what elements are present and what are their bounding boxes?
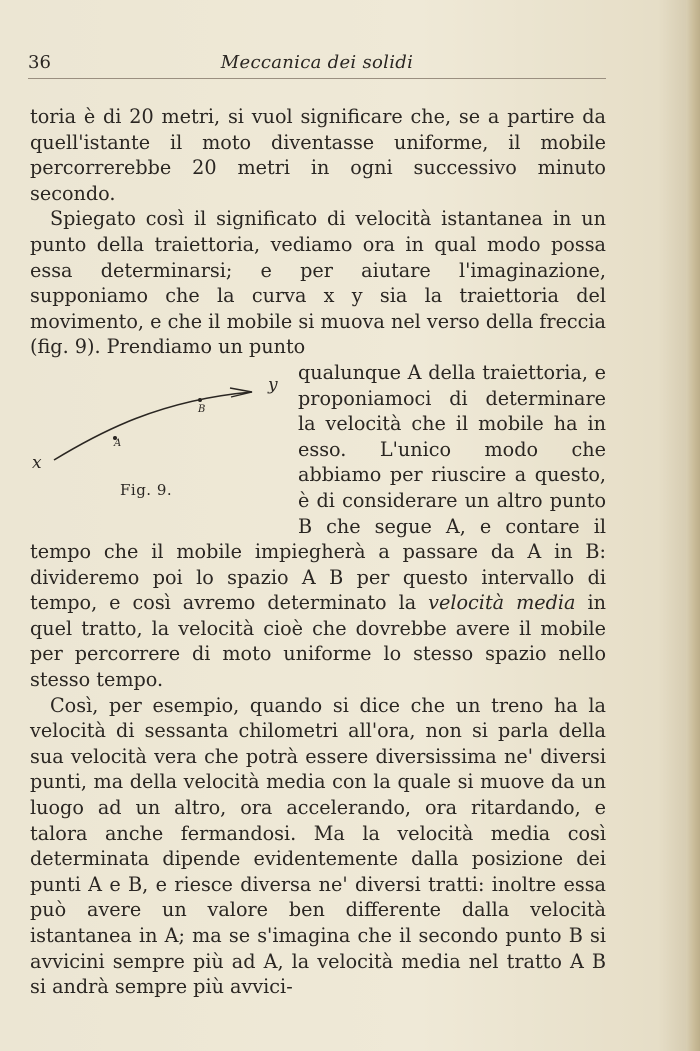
page-header [28, 52, 606, 79]
figure-9 [30, 360, 298, 514]
axis-y-label: y [268, 374, 278, 395]
page-edge [686, 0, 700, 1051]
axis-x-label: x [32, 452, 42, 473]
point-b-label: B [198, 403, 206, 415]
point-b-mark [198, 398, 202, 402]
trajectory-curve [54, 392, 252, 460]
running-title: Meccanica dei solidi [220, 52, 414, 73]
paragraph-1: toria è di 20 metri, si vuol significare che, se a partire da quell'istante il moto diventasse uniforme, il mobile percorrerebbe 20 metri in ogni successivo minuto secondo. [30, 105, 606, 205]
velocita-media-term: velocità media [428, 591, 576, 615]
page-body [30, 104, 606, 1000]
paragraph-2-intro: Spiegato così il significato di velocità istantanea in un punto della traiettoria, vediamo ora in qual modo possa essa determinarsi; e per aiutare l'imaginazione, supponiamo che la curva x y sia la traiettoria del movimento, e che il mobile si muova nel verso della freccia (fig. 9). Prendiamo un punto [30, 207, 606, 359]
paragraph-2-beside-figure: qualunque A della traiettoria, e proponiamoci di determinare la velocità che il mobile ha in esso. L'unico modo che abbiamo per riuscire a questo, è di considerare un altro punto B che segue A, e contare il tempo che il mobile impiegherà a passare da A in B: divideremo poi lo spazio A B per questo intervallo di tempo, e così avremo determinato la [30, 360, 606, 615]
figure-caption: Fig. 9. [120, 480, 173, 499]
point-a-label: A [114, 437, 122, 449]
page-number: 36 [28, 52, 51, 73]
paragraph-2-end: in quel tratto, la velocità cioè che dovrebbe avere il mobile per percorrere di moto uniforme lo stesso spazio nello stesso tempo. [30, 591, 606, 692]
paragraph-3: Così, per esempio, quando si dice che un treno ha la velocità di sessanta chilometri all'ora, non si parla della sua velocità vera che potrà essere diversissima ne' diversi punti, ma della velocità media con la quale si muove da un luogo ad un altro, ora accelerando, ora ritardando, e talora anche fermandosi. Ma la velocità media così determinata dipende evidentemente dalla posizione dei punti A e B, e riesce diversa ne' diversi tratti: inoltre essa può avere un valore ben differente dalla velocità istantanea in A; ma se s'imagina che il secondo punto B si avvicini sempre più ad A, la velocità media nel tratto A B si andrà sempre più avvici- [30, 693, 606, 999]
